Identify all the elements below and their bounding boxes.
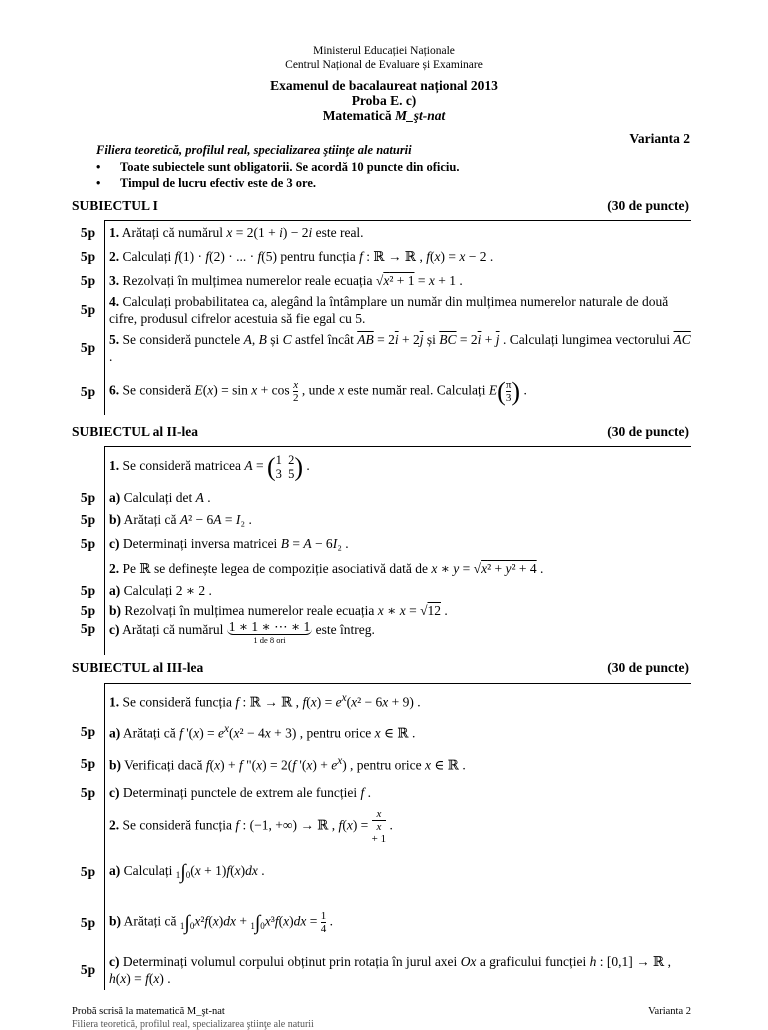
question-3-1c: c) Determinați punctele de extrem ale funcției f . [105, 780, 692, 806]
footer-left: Probă scrisă la matematică M_şt-nat [72, 1006, 225, 1017]
question-row [72, 221, 691, 245]
score-label: 5p [80, 755, 96, 771]
question-1: 1. Arătați că numărul x = 2(1 + i) − 2i este real. [105, 221, 692, 245]
section-1-items [72, 220, 691, 415]
question-row [72, 848, 691, 896]
footer-right: Varianta 2 [648, 1006, 691, 1017]
brace-label: 1 de 8 ori [253, 634, 286, 645]
footer-cut-line: Filiera teoretică, profilul real, specializarea ştiinţe ale naturii [72, 1019, 314, 1030]
question-row [72, 557, 691, 581]
score-label: 5p [80, 383, 96, 399]
question-row [72, 621, 691, 655]
problem-2-2: 2. Pe ℝ se definește legea de compoziție asociativă dată de x ∗ y = √x² + y² + 4 . [105, 557, 692, 581]
score-label: 5p [80, 535, 96, 551]
question-2-2a: a) Calculați 2 ∗ 2 . [105, 581, 692, 601]
question-row [72, 369, 691, 415]
problem-3-1: 1. Se consideră funcția f : ℝ → ℝ , $f(x) = e^x(x^2 - 6x + 9)$ . [105, 684, 692, 716]
question-row [72, 950, 691, 990]
center-name: Centrul Național de Evaluare și Examinare [285, 59, 483, 71]
ministry-header [0, 44, 768, 72]
section-title: SUBIECTUL I [72, 198, 158, 213]
score-label: 5p [80, 602, 96, 618]
question-3-2c: c) Determinați volumul corpului obținut prin rotația în jurul axei Ox a graficului funcției h : [0,1] → ℝ , h(x) = f(x) . [105, 950, 692, 990]
score-label: 5p [80, 863, 96, 879]
proba-title: Proba E. c) [351, 93, 417, 108]
score-label: 5p [80, 961, 96, 977]
question-3-2a: a) Calculați 1∫0(x + 1)f(x)dx . [105, 848, 692, 896]
question-3-2b: b) Arătați că 1∫0x²f(x)dx + 1∫0x³f(x)dx = $\frac{1}{4}$ . [105, 896, 692, 950]
question-row [72, 780, 691, 806]
score-label: 5p [80, 489, 96, 505]
section-1-header [72, 198, 689, 214]
question-3-1b: b) Verificați dacă f(x) + f "(x) = 2(f '$(x) + e^x$) , pentru orice x ∈ ℝ . [105, 748, 692, 780]
question-row [72, 509, 691, 531]
question-6: 6. Se consideră E(x) = sin x + cos $\frac{x}{2}$ , unde x este număr real. Calculați E( $\frac{\pi}{3}$ ) . [105, 369, 692, 415]
instructions-list [96, 159, 459, 191]
question-2-1a: a) Calculați det A . [105, 487, 692, 509]
question-4-text: Calculați probabilitatea ca, alegând la întâmplare un număr din mulțimea numerelor naturale de două cifre, produsul cifrelor acestuia să fie egal cu 5. [109, 293, 669, 326]
problem-2-1: 1. Se consideră matricea A = (1 2 3 5) . [105, 447, 692, 487]
score-label: 5p [80, 339, 96, 355]
section-3-items [72, 683, 691, 990]
question-row [72, 487, 691, 509]
section-title: SUBIECTUL al III-lea [72, 660, 204, 675]
score-label: 5p [80, 620, 96, 636]
question-2-1b: b) Arătați că A² − 6A = I₂ . [105, 509, 692, 531]
variant-label: Varianta 2 [629, 131, 690, 146]
score-label: 5p [80, 248, 96, 264]
question-2-2b: b) Rezolvați în mulțimea numerelor reale ecuația x ∗ x = √12 . [105, 601, 692, 621]
question-row [72, 327, 691, 369]
page-footer [72, 1006, 691, 1030]
score-label: 5p [80, 784, 96, 800]
score-label: 5p [80, 272, 96, 288]
question-row [72, 716, 691, 748]
question-row [72, 447, 691, 487]
question-3: 3. Rezolvați în mulțimea numerelor reale ecuația √x² + 1 = x + 1 . [105, 269, 692, 293]
section-points: (30 de puncte) [607, 660, 689, 675]
instruction-item: • Timpul de lucru efectiv este de 3 ore. [96, 175, 459, 191]
question-2-1c: c) Determinați inversa matricei B = A − 6I₂ . [105, 531, 692, 557]
exam-titles [0, 78, 768, 123]
score-label: 5p [80, 511, 96, 527]
question-2: 2. Calculați f(1) · f(2) · ... · f(5) pentru funcția f : ℝ → ℝ , f(x) = x − 2 . [105, 245, 692, 269]
score-label: 5p [80, 224, 96, 240]
question-5: 5. Se consideră punctele A, B și C astfel încât $\overline{AB} = 2\overline{i} + 2\overline{j}$ și $\overline{BC} = 2\overline{i} + \overline{j}$ . Calculați lungimea vectorului $\overline{AC}$ . [105, 327, 692, 369]
question-row [72, 806, 691, 848]
question-row [72, 581, 691, 601]
question-row [72, 269, 691, 293]
question-row [72, 245, 691, 269]
section-3-header [72, 660, 689, 676]
question-row [72, 684, 691, 716]
score-label: 5p [80, 301, 96, 317]
section-points: (30 de puncte) [607, 198, 689, 213]
section-points: (30 de puncte) [607, 424, 689, 439]
problem-3-2: 2. Se consideră funcția f : (−1, +∞) → ℝ , f(x) = x x + 1 . [105, 806, 692, 848]
question-3-1a: a) Arătați că f '$(x) = e^x(x^2 - 4x + 3)$ , pentru orice x ∈ ℝ . [105, 716, 692, 748]
question-row [72, 748, 691, 780]
section-title: SUBIECTUL al II-lea [72, 424, 199, 439]
exam-title: Examenul de bacalaureat național 2013 [270, 78, 498, 93]
section-2-items [72, 446, 691, 655]
section-2-header [72, 424, 689, 440]
question-row [72, 531, 691, 557]
question-row [72, 293, 691, 327]
ministry-name: Ministerul Educației Naționale [313, 45, 455, 57]
instruction-item: • Toate subiectele sunt obligatorii. Se acordă 10 puncte din oficiu. [96, 159, 459, 175]
score-label: 5p [80, 582, 96, 598]
score-label: 5p [80, 723, 96, 739]
question-row [72, 896, 691, 950]
filiera-line: Filiera teoretică, profilul real, specializarea ştiinţe ale naturii [96, 143, 412, 157]
score-label: 5p [80, 914, 96, 930]
subject-title: Matematică M_şt-nat [322, 108, 446, 123]
question-2-2c: c) Arătați că numărul 1 ∗ 1 ∗ ⋯ ∗ 1 1 de 8 ori este întreg. [105, 621, 692, 655]
question-row [72, 601, 691, 621]
question-4: 4. Calculați probabilitatea ca, alegând la întâmplare un număr din mulțimea numerelor naturale de două cifre, produsul cifrelor acestuia să fie egal cu 5. [105, 293, 692, 327]
